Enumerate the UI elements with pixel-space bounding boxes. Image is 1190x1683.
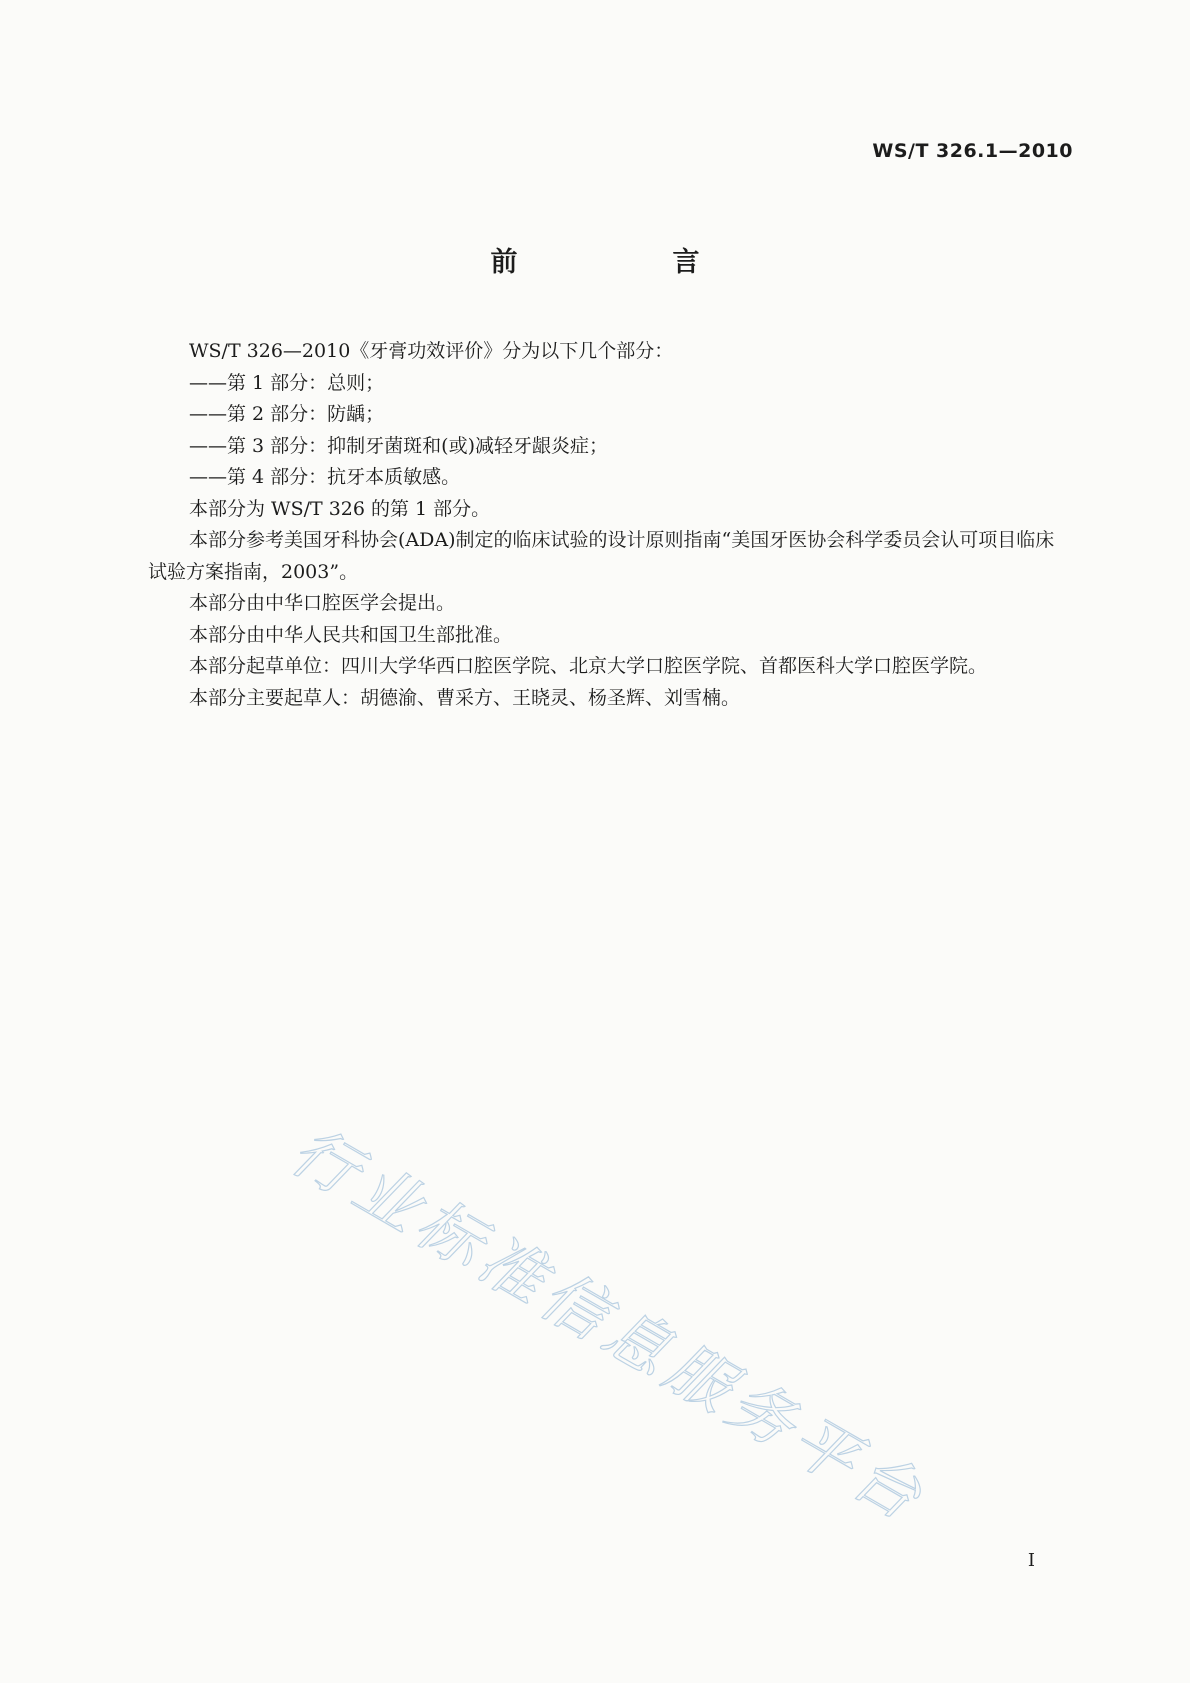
list-item-part-3: ——第 3 部分：抑制牙菌斑和(或)减轻牙龈炎症； <box>189 434 608 457</box>
watermark: 行业标准信息服务平台 <box>278 1114 940 1539</box>
page-number: I <box>1027 1550 1035 1571</box>
list-item-part-4: ——第 4 部分：抗牙本质敏感。 <box>189 466 461 488</box>
standard-number: WS/T 326.1—2010 <box>872 140 1073 162</box>
paragraph-parts-intro: WS/T 326—2010《牙膏功效评价》分为以下几个部分： <box>189 340 674 362</box>
paragraph-drafters: 本部分主要起草人：胡德渝、曹采方、王晓灵、杨圣辉、刘雪楠。 <box>189 686 741 709</box>
list-item-part-2: ——第 2 部分：防龋； <box>189 403 385 425</box>
list-item-part-1: ——第 1 部分：总则； <box>189 371 385 394</box>
paragraph-this-part: 本部分为 WS/T 326 的第 1 部分。 <box>189 497 491 520</box>
paragraph-drafting-units: 本部分起草单位：四川大学华西口腔医学院、北京大学口腔医学院、首都医科大学口腔医学院。 <box>189 655 988 677</box>
paragraph-approved-by: 本部分由中华人民共和国卫生部批准。 <box>189 623 513 646</box>
foreword-body <box>148 336 1072 714</box>
paragraph-reference: 本部分参考美国牙科协会(ADA)制定的临床试验的设计原则指南“美国牙医协会科学委员会认可项目临床试验方案指南，2003”。 <box>148 529 1055 583</box>
paragraph-proposed-by: 本部分由中华口腔医学会提出。 <box>189 592 456 614</box>
page-title: 前 言 <box>490 247 764 278</box>
